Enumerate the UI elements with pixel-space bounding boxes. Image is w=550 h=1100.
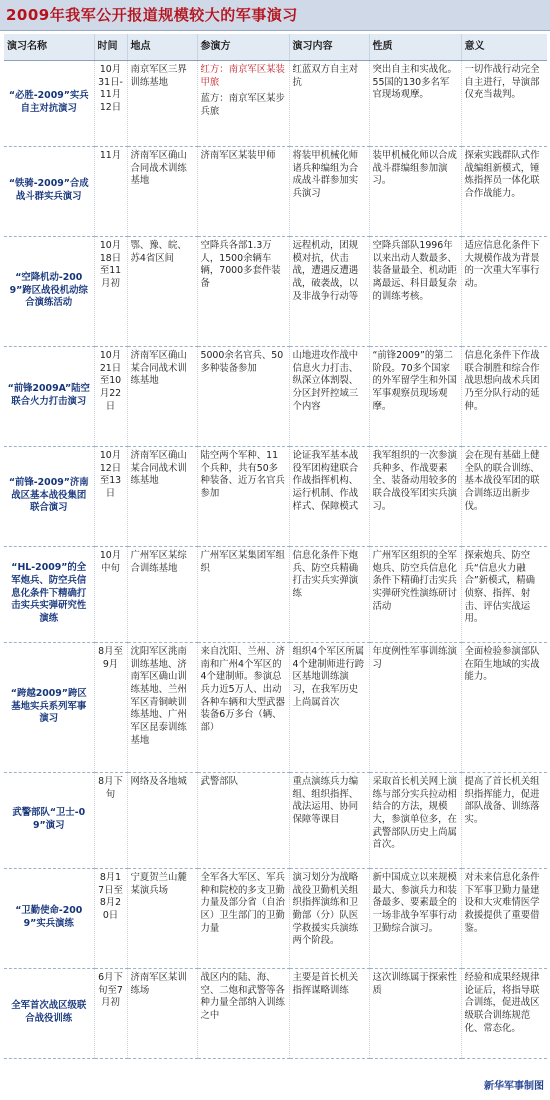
exercise-significance: 经验和成果经规律论证后，将指导联合训练，促进战区级联合训练规范化、常态化。 <box>461 969 547 1059</box>
exercise-place: 济南军区确山合同战术训练基地 <box>127 147 197 237</box>
exercise-content: 远程机动，团规模对抗，伏击战，遭遇反遭遇战，破袭战，以及非战争行动等 <box>289 237 369 347</box>
table-row <box>4 773 547 869</box>
exercise-time: 10月18日至11月初 <box>94 237 127 347</box>
exercise-participants: 广州军区某集团军组织 <box>197 547 289 643</box>
exercise-time: 11月 <box>94 147 127 237</box>
header-nature: 性质 <box>369 34 461 61</box>
exercise-nature: 广州军区组织的全军炮兵、防空兵信息化条件下精确打击实兵实弹研究性演练研讨活动 <box>369 547 461 643</box>
exercise-time: 10月12日至13日 <box>94 447 127 547</box>
exercise-nature: 装甲机械化师以合成战斗群编组参加演习。 <box>369 147 461 237</box>
table-row <box>4 61 547 147</box>
exercise-significance: 一切作战行动完全自主进行，导演部仅充当裁判。 <box>461 61 547 147</box>
exercise-place: 沈阳军区洮南训练基地、济南军区确山训练基地、兰州军区青铜峡训练基地、广州军区昆泰训练基地 <box>127 643 197 773</box>
exercise-content: 主要是首长机关指挥谋略训练 <box>289 969 369 1059</box>
exercise-place: 网络及各地城 <box>127 773 197 869</box>
exercise-place: 南京军区三界训练基地 <box>127 61 197 147</box>
exercise-participants: 陆空两个军种、11个兵种，共有50多种装备、近万名官兵参加 <box>197 447 289 547</box>
exercise-content: 论证我军基本战役军团构建联合作战指挥机构、运行机制、作战样式、保障模式 <box>289 447 369 547</box>
table-row <box>4 447 547 547</box>
exercise-content: 组织4个军区所属4个建制师进行跨区基地训练演习，在我军历史上尚属首次 <box>289 643 369 773</box>
exercise-nature: 我军组织的一次参演兵种多、作战要素全、装备动用较多的联合战役军团实兵演习。 <box>369 447 461 547</box>
exercise-time: 8月至9月 <box>94 643 127 773</box>
table-row <box>4 969 547 1059</box>
exercise-participants: 空降兵各部1.3万人，1500余辆车辆，7000多套件装备 <box>197 237 289 347</box>
exercise-time: 8月17日至8月20日 <box>94 869 127 969</box>
exercise-participants: 5000余名官兵、50多种装备参加 <box>197 347 289 447</box>
exercise-time: 8月下旬 <box>94 773 127 869</box>
exercise-nature: 新中国成立以来规模最大、参演兵力和装备最多、要素最全的一场非战争军事行动卫勤综合演习。 <box>369 869 461 969</box>
exercise-participants: 济南军区某装甲师 <box>197 147 289 237</box>
exercise-significance: 适应信息化条件下大规模作战为背景的一次重大军事行动。 <box>461 237 547 347</box>
exercise-content: 山地进攻作战中信息火力打击、纵深立体割裂、分区封歼控域三个内容 <box>289 347 369 447</box>
exercise-time: 10月31日-11月12日 <box>94 61 127 147</box>
exercise-place: 济南军区确山某合同战术训练基地 <box>127 447 197 547</box>
table-row <box>4 147 547 237</box>
header-name: 演习名称 <box>4 34 94 61</box>
participants-blue: 蓝方：南京军区某步兵旅 <box>200 93 285 118</box>
header-content: 演习内容 <box>289 34 369 61</box>
exercise-participants <box>197 61 289 147</box>
exercise-content: 信息化条件下炮兵、防空兵精确打击实兵实弹演练 <box>289 547 369 643</box>
exercise-significance: 信息化条件下作战联合制胜和综合作战思想向战术兵团乃至分队行动的延伸。 <box>461 347 547 447</box>
exercise-name: “卫勤使命-2009”实兵演练 <box>4 869 94 969</box>
exercise-content: 重点演练兵力编组、组织指挥、战法运用、协同保障等课目 <box>289 773 369 869</box>
exercise-name: 全军首次战区级联合战役训练 <box>4 969 94 1059</box>
exercise-participants: 武警部队 <box>197 773 289 869</box>
table-row <box>4 347 547 447</box>
footer-credit: 新华军事制图 <box>484 1081 544 1092</box>
table-header-row <box>4 34 547 61</box>
exercise-content: 演习划分为战略战役卫勤机关组织指挥演练和卫勤部（分）队医学救援实兵演练两个阶段。 <box>289 869 369 969</box>
exercise-participants: 来自沈阳、兰州、济南和广州4个军区的4个建制师。参演总兵力近5万人、出动各种车辆和大型武器装备6万多台（辆、部） <box>197 643 289 773</box>
exercise-place: 济南军区某训练场 <box>127 969 197 1059</box>
table-row <box>4 547 547 643</box>
exercise-time: 10月21日至10月22日 <box>94 347 127 447</box>
exercise-significance: 会在现有基础上健全队的联合训练、基本战役军团的联合训练迈出新步伐。 <box>461 447 547 547</box>
exercise-time: 10月中旬 <box>94 547 127 643</box>
exercise-nature: 突出自主和实战化。55国的130多名军官现场观摩。 <box>369 61 461 147</box>
exercise-significance: 全面检验参演部队在陌生地域的实战能力。 <box>461 643 547 773</box>
exercise-name: “空降机动-2009”跨区战役机动综合演练活动 <box>4 237 94 347</box>
table-row <box>4 643 547 773</box>
exercise-name: “必胜-2009”实兵自主对抗演习 <box>4 61 94 147</box>
exercise-nature: “前锋2009”的第二阶段。70多个国家的外军留学生和外国军事观察员现场观摩。 <box>369 347 461 447</box>
exercise-nature: 这次训练属于探索性质 <box>369 969 461 1059</box>
table-row <box>4 869 547 969</box>
header-place: 地点 <box>127 34 197 61</box>
exercise-participants: 战区内的陆、海、空、二炮和武警等各种力量全部纳入训练之中 <box>197 969 289 1059</box>
exercise-significance: 探索炮兵、防空兵“信息火力融合”新模式，精确侦察、指挥、射击、评估实战运用。 <box>461 547 547 643</box>
exercise-nature: 年度例性军事训练演习 <box>369 643 461 773</box>
exercise-name: “铁骑-2009”合成战斗群实兵演习 <box>4 147 94 237</box>
exercise-place: 宁夏贺兰山麓某演兵场 <box>127 869 197 969</box>
header-significance: 意义 <box>461 34 547 61</box>
exercise-content: 将装甲机械化师诸兵种编组为合成战斗群参加实兵演习 <box>289 147 369 237</box>
exercise-significance: 对未来信息化条件下军事卫勤力量建设和大灾难情医学救援提供了重要借鉴。 <box>461 869 547 969</box>
exercise-nature: 空降兵部队1996年以来出动人数最多、装备量最全、机动距离最远、科目最复杂的训练考核。 <box>369 237 461 347</box>
title-bar <box>0 0 550 31</box>
header-participants: 参演方 <box>197 34 289 61</box>
exercise-content: 红蓝双方自主对抗 <box>289 61 369 147</box>
exercise-table <box>4 34 547 1059</box>
exercise-time: 6月下旬至7月初 <box>94 969 127 1059</box>
page-title: 2009年我军公开报道规模较大的军事演习 <box>6 6 298 24</box>
exercise-participants: 全军各大军区、军兵种和院校的多支卫勤力量及部分省（自治区）卫生部门的卫勤力量 <box>197 869 289 969</box>
exercise-place: 济南军区确山某合同战术训练基地 <box>127 347 197 447</box>
exercise-name: “跨越2009”跨区基地实兵系列军事演习 <box>4 643 94 773</box>
header-time: 时间 <box>94 34 127 61</box>
exercise-name: 武警部队“卫士-09”演习 <box>4 773 94 869</box>
participants-red: 红方：南京军区某装甲旅 <box>200 64 285 88</box>
exercise-significance: 探索实践群队式作战编组新模式，锤炼指挥员一体化联合作战能力。 <box>461 147 547 237</box>
exercise-place: 广州军区某综合训练基地 <box>127 547 197 643</box>
exercise-nature: 采取首长机关网上演练与部分实兵拉动相结合的方法，规模大，参演单位多，在武警部队历史上尚属首次。 <box>369 773 461 869</box>
table-row <box>4 237 547 347</box>
exercise-name: “HL-2009”的全军炮兵、防空兵信息化条件下精确打击实兵实弹研究性演练 <box>4 547 94 643</box>
exercise-name: “前锋-2009”济南战区基本战役集团联合演习 <box>4 447 94 547</box>
exercise-name: “前锋2009A”陆空联合火力打击演习 <box>4 347 94 447</box>
exercise-significance: 提高了首长机关组织指挥能力，促进部队战备、训练落实。 <box>461 773 547 869</box>
exercise-place: 鄂、豫、皖、苏4省区间 <box>127 237 197 347</box>
